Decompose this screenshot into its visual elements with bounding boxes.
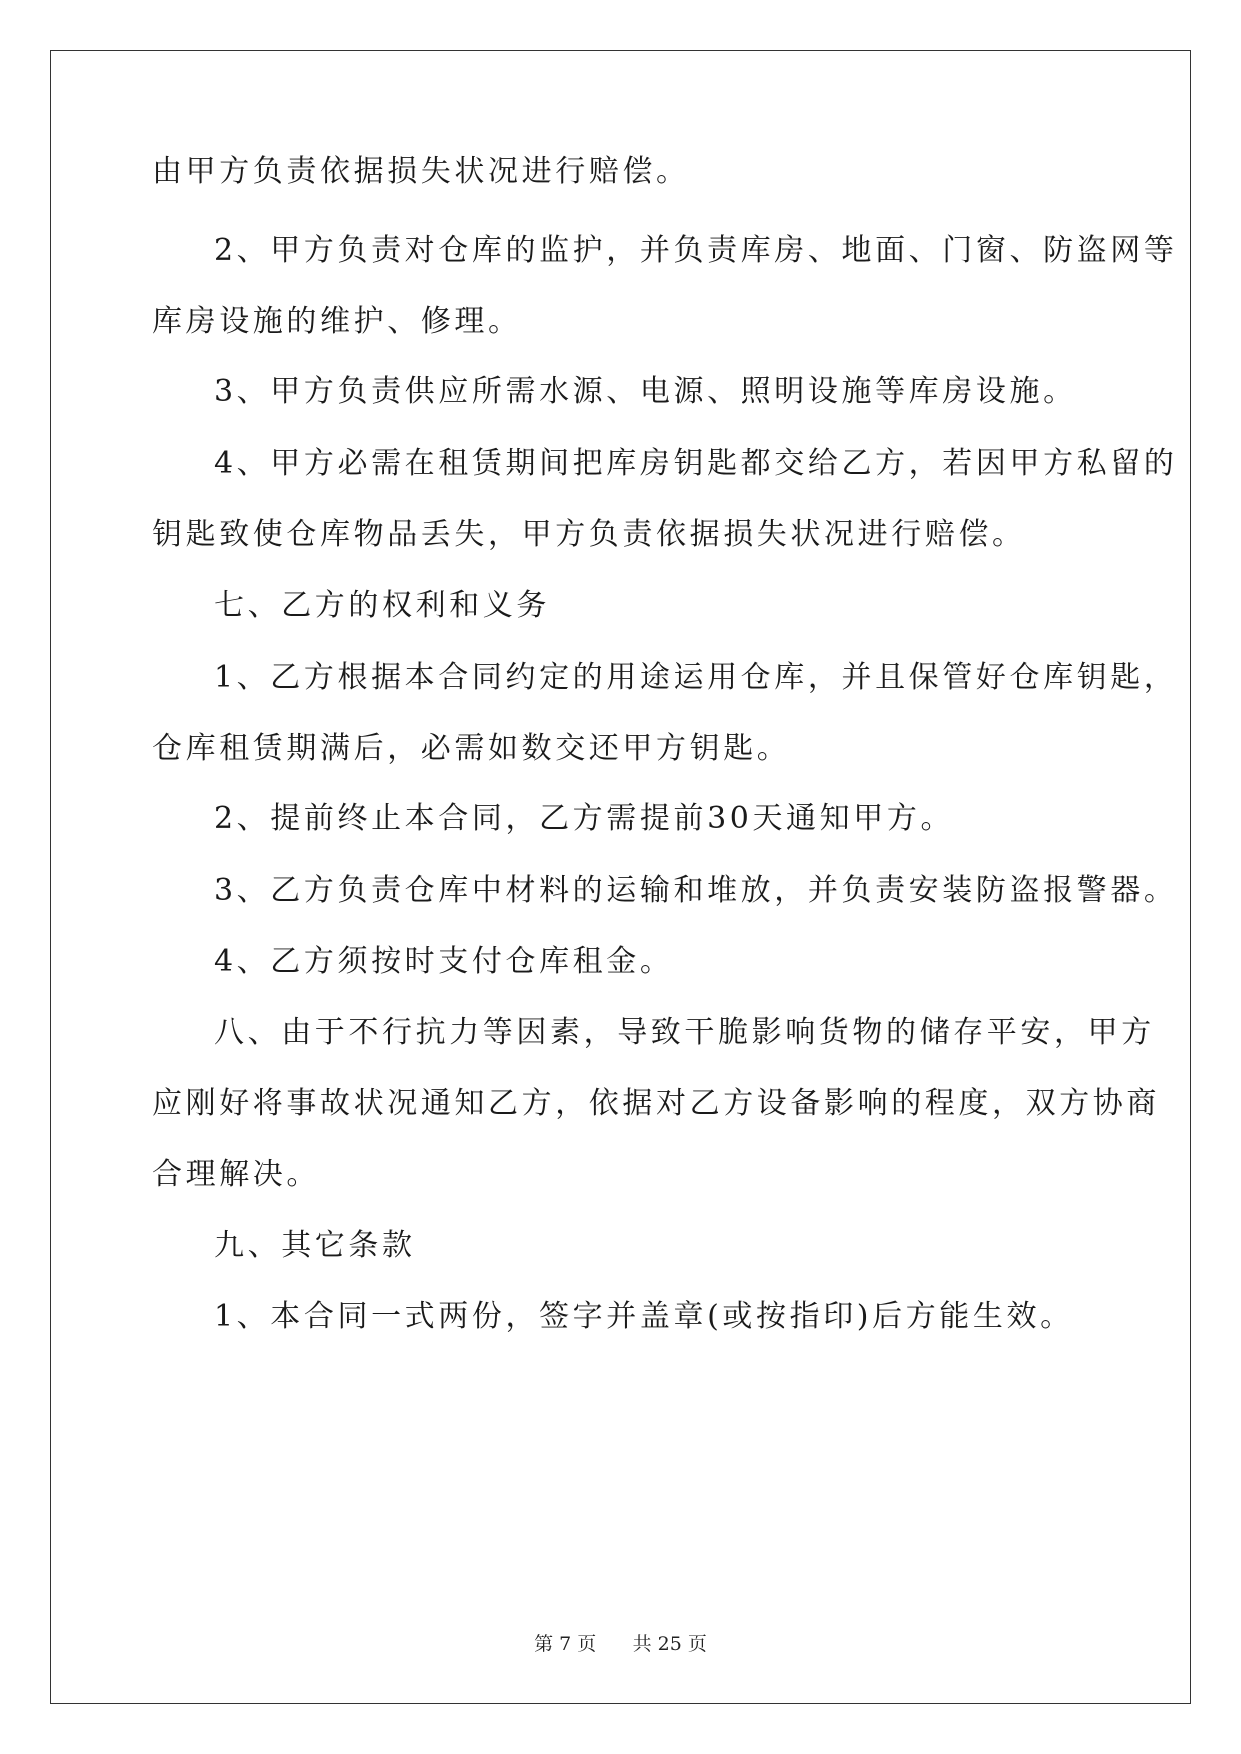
paragraph-line: 库房设施的维护、修理。 [152, 304, 522, 339]
page-footer [0, 1632, 1241, 1656]
section-heading: 八、由于不行抗力等因素，导致干脆影响货物的储存平安，甲方 [214, 1015, 1155, 1050]
paragraph-line: 应刚好将事故状况通知乙方，依据对乙方设备影响的程度，双方协商 [152, 1086, 1160, 1121]
paragraph-line: 由甲方负责依据损失状况进行赔偿。 [152, 154, 690, 189]
page-number: 第 7 页 [534, 1633, 597, 1655]
paragraph-line: 4、乙方须按时支付仓库租金。 [214, 944, 674, 979]
paragraph-line: 3、乙方负责仓库中材料的运输和堆放，并负责安装防盗报警器。 [214, 873, 1178, 908]
paragraph-line: 钥匙致使仓库物品丢失，甲方负责依据损失状况进行赔偿。 [152, 517, 1026, 552]
paragraph-line: 3、甲方负责供应所需水源、电源、照明设施等库房设施。 [214, 374, 1077, 409]
paragraph-line: 仓库租赁期满后，必需如数交还甲方钥匙。 [152, 731, 791, 766]
paragraph-line: 1、本合同一式两份，签字并盖章(或按指印)后方能生效。 [214, 1299, 1074, 1334]
paragraph-line: 1、乙方根据本合同约定的用途运用仓库，并且保管好仓库钥匙， [214, 660, 1178, 695]
paragraph-line: 2、提前终止本合同，乙方需提前30天通知甲方。 [214, 801, 955, 836]
paragraph-line: 合理解决。 [152, 1157, 320, 1192]
section-heading: 九、其它条款 [214, 1228, 416, 1263]
paragraph-line: 2、甲方负责对仓库的监护，并负责库房、地面、门窗、防盗网等 [214, 233, 1178, 268]
page-total: 共 25 页 [632, 1633, 707, 1655]
section-heading: 七、乙方的权利和义务 [214, 588, 550, 623]
paragraph-line: 4、甲方必需在租赁期间把库房钥匙都交给乙方，若因甲方私留的 [214, 446, 1178, 481]
